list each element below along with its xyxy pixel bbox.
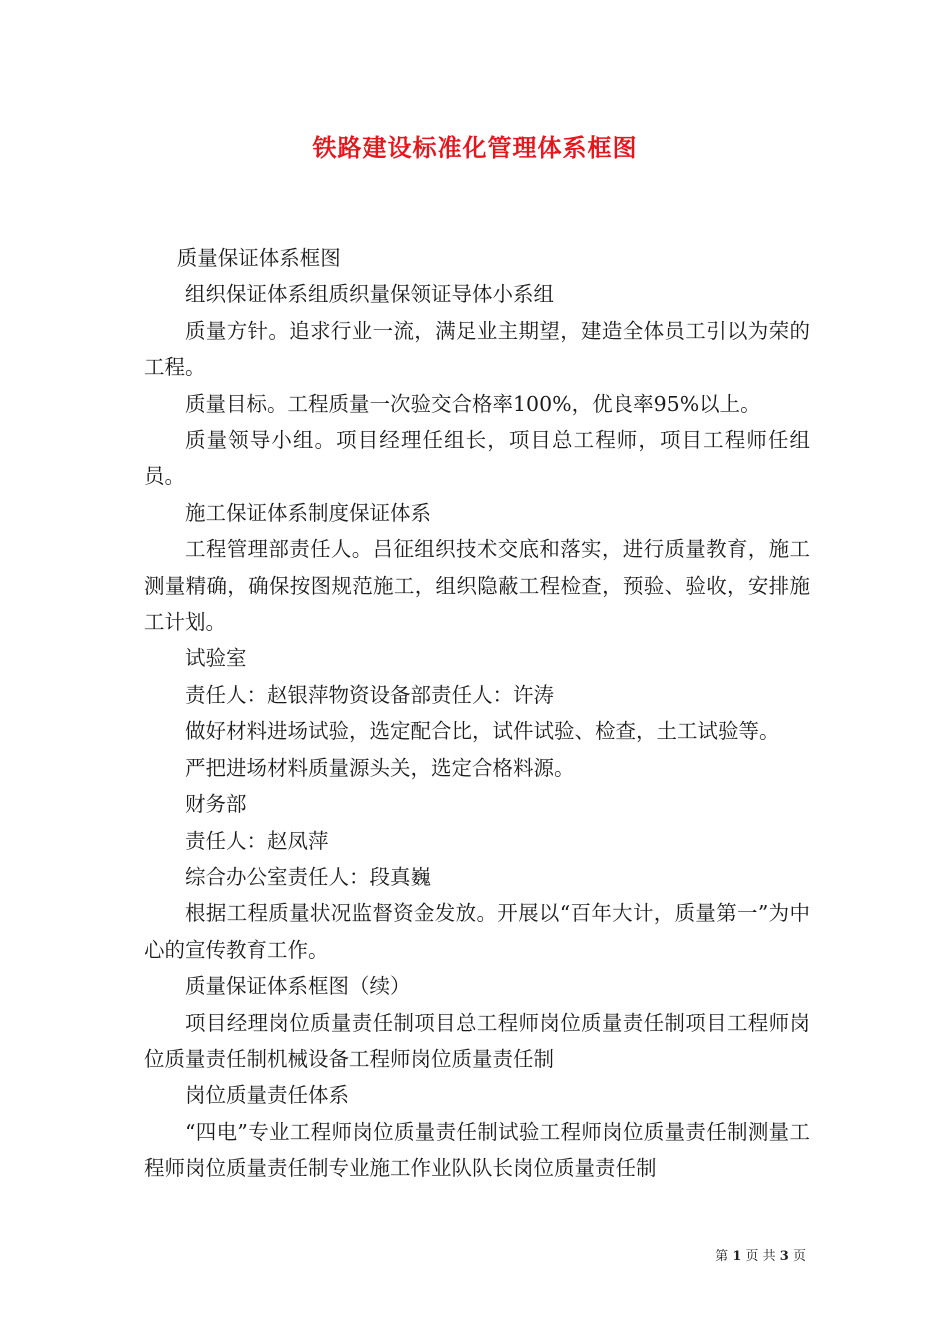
- paragraph: 施工保证体系制度保证体系: [185, 500, 431, 525]
- paragraph: 质量领导小组。项目经理任组长，项目总工程师，项目工程师任组员。: [144, 428, 810, 489]
- paragraph: 责任人：赵银萍物资设备部责任人：许涛: [185, 682, 554, 707]
- paragraph: 质量方针。追求行业一流，满足业主期望，建造全体员工引以为荣的工程。: [144, 318, 810, 380]
- paragraph: 项目经理岗位质量责任制项目总工程师岗位质量责任制项目工程师岗位质量责任制机械设备工程师岗位质量责任制: [144, 1010, 810, 1071]
- total-pages-number: 3: [779, 1249, 789, 1264]
- document-title: 铁路建设标准化管理体系框图: [312, 133, 638, 162]
- paragraph: 试验室: [185, 646, 247, 671]
- paragraph: 综合办公室责任人：段真巍: [185, 864, 431, 889]
- paragraph: 做好材料进场试验，选定配合比，试件试验、检查，土工试验等。: [185, 719, 780, 744]
- footer-middle: 页 共: [745, 1249, 776, 1264]
- paragraph: 责任人：赵凤萍: [185, 828, 329, 853]
- paragraph: 质量目标。工程质量一次验交合格率100%，优良率95%以上。: [185, 391, 761, 416]
- paragraph: 组织保证体系组质织量保领证导体小系组: [185, 282, 554, 307]
- paragraph: 财务部: [185, 792, 247, 817]
- page-footer: [715, 1245, 806, 1264]
- footer-suffix: 页: [792, 1249, 806, 1264]
- paragraph: 根据工程质量状况监督资金发放。开展以“百年大计，质量第一”为中心的宣传教育工作。: [144, 901, 810, 962]
- paragraph: 岗位质量责任体系: [185, 1083, 349, 1108]
- paragraph: 严把进场材料质量源头关，选定合格料源。: [185, 755, 575, 780]
- footer-prefix: 第: [715, 1249, 729, 1264]
- paragraph: 质量保证体系框图: [176, 246, 341, 270]
- paragraph: “四电”专业工程师岗位质量责任制试验工程师岗位质量责任制测量工程师岗位质量责任制专业施工作业队队长岗位质量责任制: [144, 1119, 810, 1181]
- current-page-number: 1: [732, 1249, 742, 1264]
- document-body: [144, 240, 810, 1187]
- paragraph: 质量保证体系框图（续）: [185, 974, 411, 999]
- paragraph: 工程管理部责任人。吕征组织技术交底和落实，进行质量教育，施工测量精确，确保按图规范施工，组织隐蔽工程检查，预验、验收，安排施工计划。: [144, 537, 810, 635]
